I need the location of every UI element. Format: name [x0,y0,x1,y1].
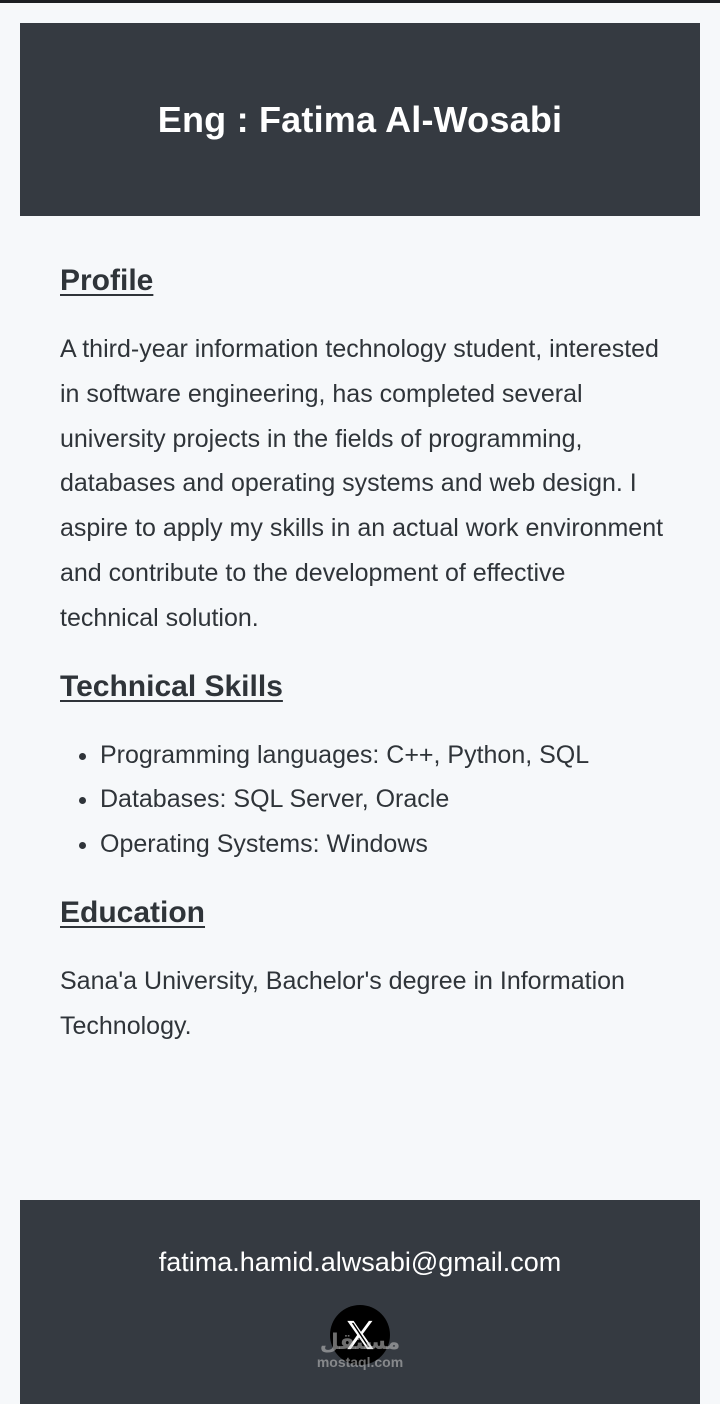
watermark-arabic: مستقل [319,1329,401,1354]
education-text: Sana'a University, Bachelor's degree in Information Technology. [60,966,625,1040]
page-header [20,23,700,216]
skill-item-operating-systems: • Operating Systems: Windows [100,822,670,867]
skill-item-programming: • Programming languages: C++, Python, SQL [100,733,670,778]
skill-item-databases: • Databases: SQL Server, Oracle [100,777,670,822]
technical-skills-heading: Technical Skills [60,669,283,703]
watermark-logo [300,1330,420,1370]
resume-content [60,250,670,1049]
page-footer [20,1200,700,1404]
profile-text: A third-year information technology student, interested in software engineering, has completed several university projects in the fields of programming, databases and operating systems and web design. I aspire to apply my skills in an actual work environment and contribute to the development of effective technical solution. [60,335,664,632]
page-title: Eng : Fatima Al-Wosabi [157,98,563,140]
education-heading: Education [60,895,206,929]
email-link[interactable]: fatima.hamid.alwsabi@gmail.com [158,1247,562,1277]
watermark-latin: mostaql.com [316,1354,404,1370]
top-border [0,0,720,3]
skills-list [60,733,670,867]
profile-heading: Profile [60,264,154,297]
